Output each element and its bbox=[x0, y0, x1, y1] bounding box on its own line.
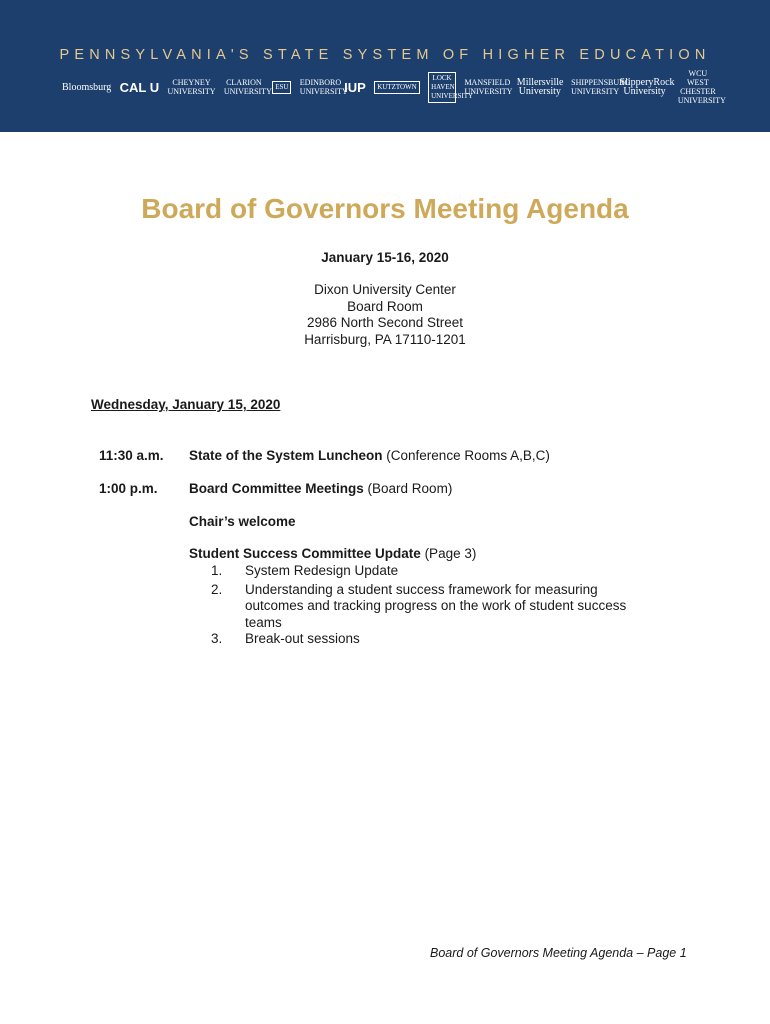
list-item bbox=[189, 582, 649, 632]
logo-bloomsburg: Bloomsburg bbox=[62, 81, 112, 93]
logo-iup: IUP bbox=[344, 79, 366, 95]
page-footer: Board of Governors Meeting Agenda – Page 1 bbox=[430, 946, 687, 960]
logo-wcu: WCU WEST CHESTER UNIVERSITY bbox=[677, 69, 726, 105]
chairs-welcome: Chair’s welcome bbox=[189, 514, 296, 529]
logo-lock-haven: LOCK HAVEN UNIVERSITY bbox=[428, 72, 456, 103]
address-line: Dixon University Center bbox=[314, 282, 456, 297]
meeting-address bbox=[0, 282, 770, 348]
list-item-number: 1. bbox=[211, 563, 223, 578]
day-heading: Wednesday, January 15, 2020 bbox=[91, 397, 281, 412]
page-title: Board of Governors Meeting Agenda bbox=[141, 193, 629, 224]
list-item-text: Understanding a student success framework for measuring outcomes and tracking progress on the work of student success teams bbox=[245, 581, 627, 630]
address-line: Harrisburg, PA 17110-1201 bbox=[304, 331, 466, 347]
committee-detail: (Page 3) bbox=[420, 546, 477, 561]
logo-calu: CAL U bbox=[119, 79, 160, 95]
list-item-number: 3. bbox=[211, 631, 223, 646]
university-logos bbox=[62, 69, 726, 105]
schedule-item-title: State of the System Luncheon bbox=[189, 448, 383, 463]
logo-shippensburg: SHIPPENSBURG UNIVERSITY bbox=[571, 78, 631, 96]
schedule-item-detail: (Board Room) bbox=[363, 481, 453, 496]
schedule-item bbox=[189, 481, 452, 498]
schedule-time: 11:30 a.m. bbox=[99, 448, 164, 463]
list-item bbox=[189, 563, 649, 580]
schedule-item-detail: (Conference Rooms A,B,C) bbox=[382, 448, 550, 463]
logo-millersville: Millersville University bbox=[516, 77, 564, 97]
logo-kutztown: KUTZTOWN bbox=[374, 81, 420, 94]
schedule-time: 1:00 p.m. bbox=[99, 481, 158, 496]
committee-title: Student Success Committee Update bbox=[189, 546, 421, 561]
logo-clarion: CLARION UNIVERSITY bbox=[223, 78, 272, 96]
list-item-text: System Redesign Update bbox=[245, 563, 399, 578]
list-item-number: 2. bbox=[211, 581, 223, 597]
schedule-item-title: Board Committee Meetings bbox=[189, 481, 364, 496]
list-item bbox=[189, 631, 649, 648]
header-banner bbox=[0, 0, 770, 132]
logo-edinboro: EDINBORO UNIVERSITY bbox=[299, 78, 348, 96]
logo-cheyney: CHEYNEY UNIVERSITY bbox=[167, 78, 216, 96]
logo-slippery-rock: SlipperyRock University bbox=[619, 77, 675, 97]
committee-heading bbox=[189, 546, 476, 563]
logo-esu: ESU bbox=[272, 81, 291, 94]
committee-items bbox=[189, 563, 649, 648]
logo-mansfield: MANSFIELD UNIVERSITY bbox=[464, 78, 513, 96]
address-line: Board Room bbox=[347, 298, 423, 314]
meeting-date: January 15-16, 2020 bbox=[321, 250, 449, 265]
schedule-item bbox=[189, 448, 550, 465]
address-line: 2986 North Second Street bbox=[306, 315, 464, 330]
list-item-text: Break-out sessions bbox=[245, 631, 360, 646]
system-title: PENNSYLVANIA'S STATE SYSTEM OF HIGHER EDUCATION bbox=[59, 47, 711, 63]
